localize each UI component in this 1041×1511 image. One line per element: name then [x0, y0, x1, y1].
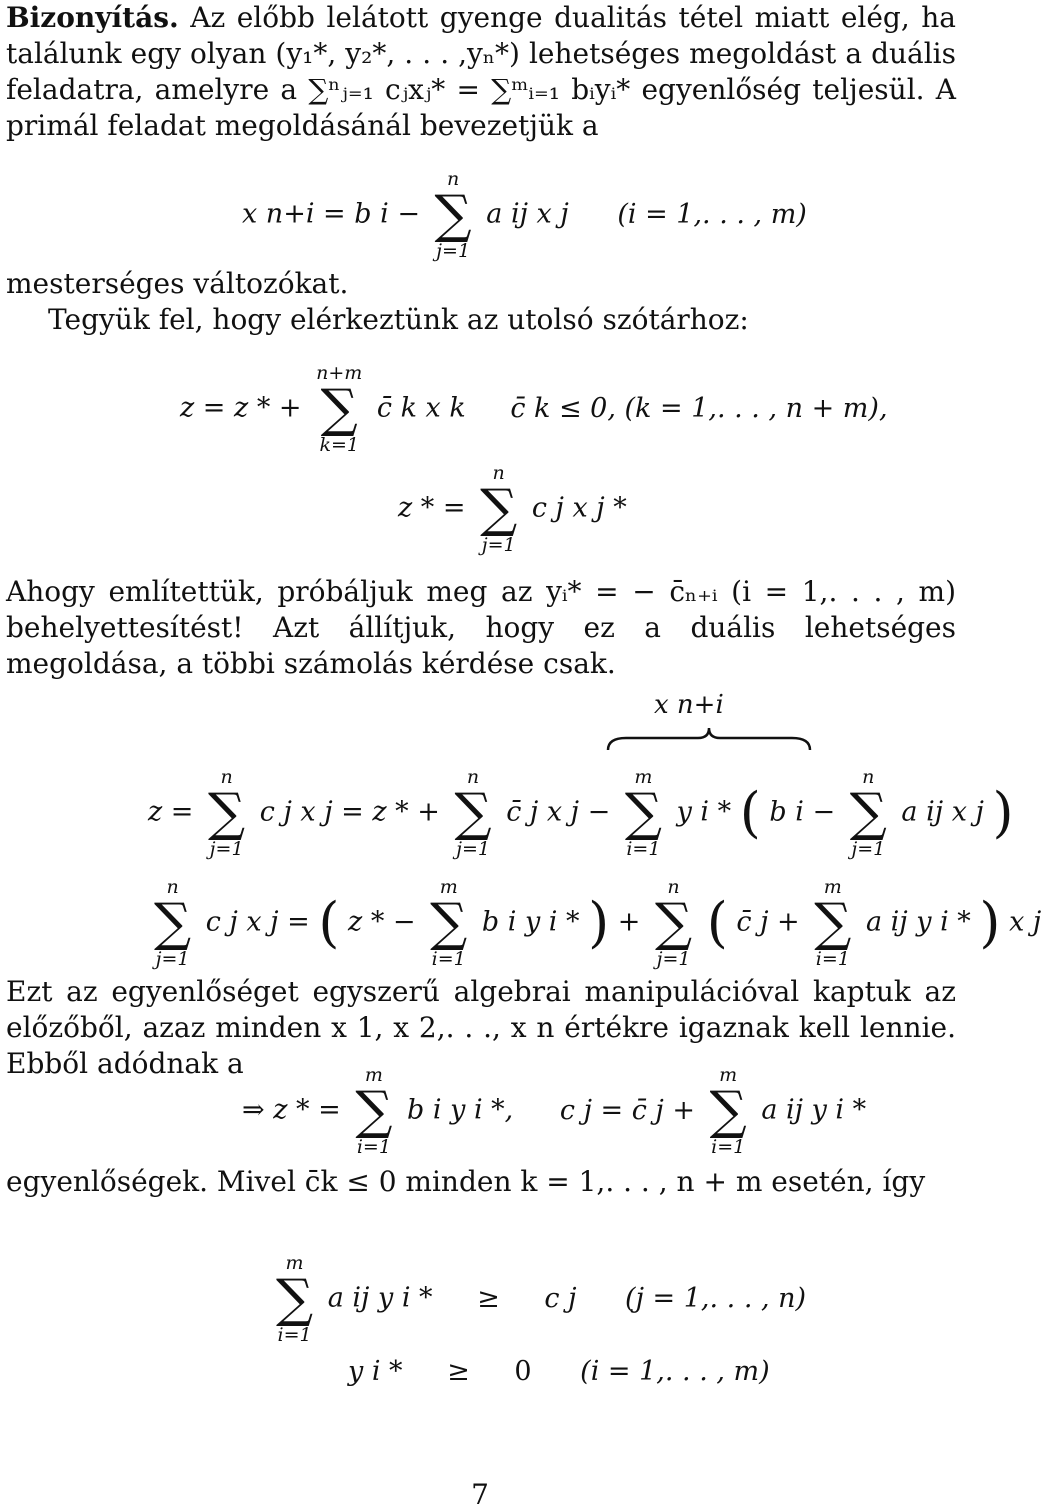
eq5-sum-2 — [430, 876, 467, 970]
page-number: 7 — [471, 1478, 489, 1511]
equation-objective — [180, 362, 888, 456]
sum-upper: n+m — [316, 362, 363, 384]
sum-upper: n — [466, 766, 480, 788]
sum-lower: i=1 — [431, 948, 466, 970]
eq5-term-6: a ij y i * — [865, 906, 971, 938]
eq7-condition: (j = 1,. . . , n) — [625, 1282, 807, 1314]
conclusion-paragraph: egyenlőségek. Mivel c̄k ≤ 0 minden k = 1,. . . , n + m esetén, így — [6, 1165, 926, 1198]
sum-upper: m — [285, 1252, 304, 1274]
overbrace — [606, 726, 812, 752]
sum-lower: j=1 — [209, 838, 244, 860]
sum-upper: m — [634, 766, 653, 788]
overbrace-label: x n+i — [654, 690, 724, 720]
left-paren: ( — [706, 891, 728, 954]
left-paren: ( — [739, 781, 761, 844]
sum-upper: n — [166, 876, 179, 898]
sigma-symbol: ∑ — [480, 479, 518, 539]
sum-upper: n — [862, 766, 875, 788]
eq4-term-1: c j x j = z * + — [259, 796, 440, 828]
eq1-rhs: a ij x j — [486, 198, 569, 230]
sum-upper: m — [823, 876, 842, 898]
sum-upper: n — [446, 168, 460, 190]
eq4-lhs: z = — [148, 796, 194, 828]
sum-lower: j=1 — [481, 534, 516, 556]
sum-lower: i=1 — [626, 838, 661, 860]
eq6-term-3: c j = c̄ j + — [559, 1094, 696, 1126]
sum-lower: i=1 — [356, 1136, 391, 1158]
last-dictionary-text: Tegyük fel, hogy elérkeztünk az utolsó szótárhoz: — [48, 303, 749, 336]
eq6-sum-2 — [710, 1064, 747, 1158]
sigma-symbol: ∑ — [276, 1269, 314, 1329]
eq4-term-5: a ij x j — [901, 796, 984, 828]
eq7-sum — [276, 1252, 313, 1346]
equation-z-expansion — [148, 766, 1014, 860]
sigma-symbol: ∑ — [320, 379, 358, 439]
right-paren: ) — [588, 891, 610, 954]
equation-rearranged — [148, 876, 1041, 970]
sum-upper: n — [667, 876, 680, 898]
equation-artificial-variables — [242, 168, 807, 262]
substitution-paragraph: Ahogy említettük, próbáljuk meg az yᵢ* = − c̄ₙ₊ᵢ (i = 1,. . . , m) behelyettesítést! Azt állítjuk, hogy ez a duális lehetséges megoldása, a többi számolás kérdése csak. — [6, 575, 956, 680]
proof-intro-paragraph — [6, 0, 956, 144]
sum-lower: i=1 — [277, 1324, 312, 1346]
sigma-symbol: ∑ — [355, 1081, 393, 1141]
sigma-symbol: ∑ — [654, 893, 693, 953]
right-paren: ) — [992, 781, 1014, 844]
sum-lower: i=1 — [815, 948, 850, 970]
right-paren: ) — [979, 891, 1001, 954]
eq2-condition: c̄ k ≤ 0, (k = 1,. . . , n + m), — [510, 392, 888, 424]
eq3-sum — [480, 462, 517, 556]
eq7-term-2: c j — [544, 1282, 577, 1314]
sum-lower: j=1 — [436, 240, 471, 262]
eq5-term-3: b i y i * — [481, 906, 580, 938]
eq2-rhs: c̄ k x k — [376, 392, 466, 424]
eq8-relation: ≥ — [447, 1356, 470, 1387]
sum-lower: j=1 — [456, 838, 490, 860]
eq1-lhs: x n+i = b i − — [242, 198, 420, 230]
eq4-sum-3 — [625, 766, 662, 860]
eq1-condition: (i = 1,. . . , m) — [617, 198, 807, 230]
eq7-relation: ≥ — [477, 1282, 500, 1314]
artificial-variables-text: mesterséges változókat. — [6, 267, 349, 300]
eq5-term-2: z * − — [348, 906, 416, 938]
eq5-term-1: c j x j = — [205, 906, 310, 938]
sigma-symbol: ∑ — [434, 185, 472, 245]
sum-lower: j=1 — [656, 948, 691, 970]
sum-lower: j=1 — [851, 838, 886, 860]
eq5-term-7: x j — [1009, 906, 1041, 938]
sum-lower: k=1 — [319, 434, 359, 456]
sum-lower: j=1 — [155, 948, 190, 970]
eq4-term-2: c̄ j x j − — [506, 796, 611, 828]
sigma-symbol: ∑ — [814, 893, 852, 953]
eq8-term-2: 0 — [514, 1356, 532, 1387]
left-paren: ( — [318, 891, 340, 954]
equation-z-star — [398, 462, 627, 556]
eq3-lhs: z * = — [398, 492, 466, 524]
sigma-symbol: ∑ — [849, 783, 887, 843]
sum-lower: i=1 — [711, 1136, 746, 1158]
eq6-term-4: a ij y i * — [761, 1094, 867, 1126]
eq5-sum-4 — [814, 876, 851, 970]
sum-upper: m — [364, 1064, 383, 1086]
eq4-sum-4 — [850, 766, 887, 860]
eq6-term-2: b i y i *, — [407, 1094, 514, 1126]
eq2-lhs: z = z * + — [180, 392, 302, 424]
sum-upper: n — [492, 462, 505, 484]
proof-heading: Bizonyítás. — [6, 1, 179, 34]
eq5-sum-3 — [655, 876, 692, 970]
eq6-sum-1 — [355, 1064, 392, 1158]
sigma-symbol: ∑ — [454, 783, 492, 843]
eq6-term-1: ⇒ z * = — [242, 1094, 341, 1126]
sigma-symbol: ∑ — [624, 783, 662, 843]
manipulation-paragraph: Ezt az egyenlőséget egyszerű algebrai manipulációval kaptuk az előzőből, azaz minden x 1, x 2,. . ., x n értékre igaznak kell lennie. Ebből adódnak a — [6, 975, 956, 1080]
sum-upper: m — [439, 876, 458, 898]
eq2-sum — [316, 362, 362, 456]
eq7-term-1: a ij y i * — [327, 1282, 433, 1314]
eq5-sum-1 — [154, 876, 191, 970]
eq4-term-3: y i * — [676, 796, 732, 828]
eq4-sum-1 — [208, 766, 245, 860]
sigma-symbol: ∑ — [208, 783, 246, 843]
sigma-symbol: ∑ — [709, 1081, 747, 1141]
eq4-term-4: b i − — [769, 796, 836, 828]
equation-dual-constraint — [270, 1252, 806, 1346]
eq3-rhs: c j x j * — [531, 492, 627, 524]
equation-nonnegativity — [348, 1356, 770, 1387]
sigma-symbol: ∑ — [430, 893, 468, 953]
sigma-symbol: ∑ — [154, 893, 192, 953]
sum-upper: n — [220, 766, 233, 788]
eq8-term-1: y i * — [348, 1356, 403, 1387]
proof-intro-text: Az előbb lelátott gyenge dualitás tétel miatt elég, ha találunk egy olyan (y₁*, y₂*, . . . ,yₙ*) lehetséges megoldást a duális feladatra, amelyre a ∑ⁿⱼ₌₁ cⱼxⱼ* = ∑ᵐᵢ₌₁ bᵢyᵢ* egyenlőség teljesül. A primál feladat megoldásánál bevezetjük a — [6, 1, 956, 142]
equation-implications — [242, 1064, 866, 1158]
eq5-term-4: + — [617, 906, 641, 938]
sum-upper: m — [719, 1064, 738, 1086]
eq4-sum-2 — [454, 766, 491, 860]
eq5-term-5: c̄ j + — [736, 906, 800, 938]
eq1-sum — [435, 168, 472, 262]
eq8-condition: (i = 1,. . . , m) — [580, 1356, 770, 1387]
